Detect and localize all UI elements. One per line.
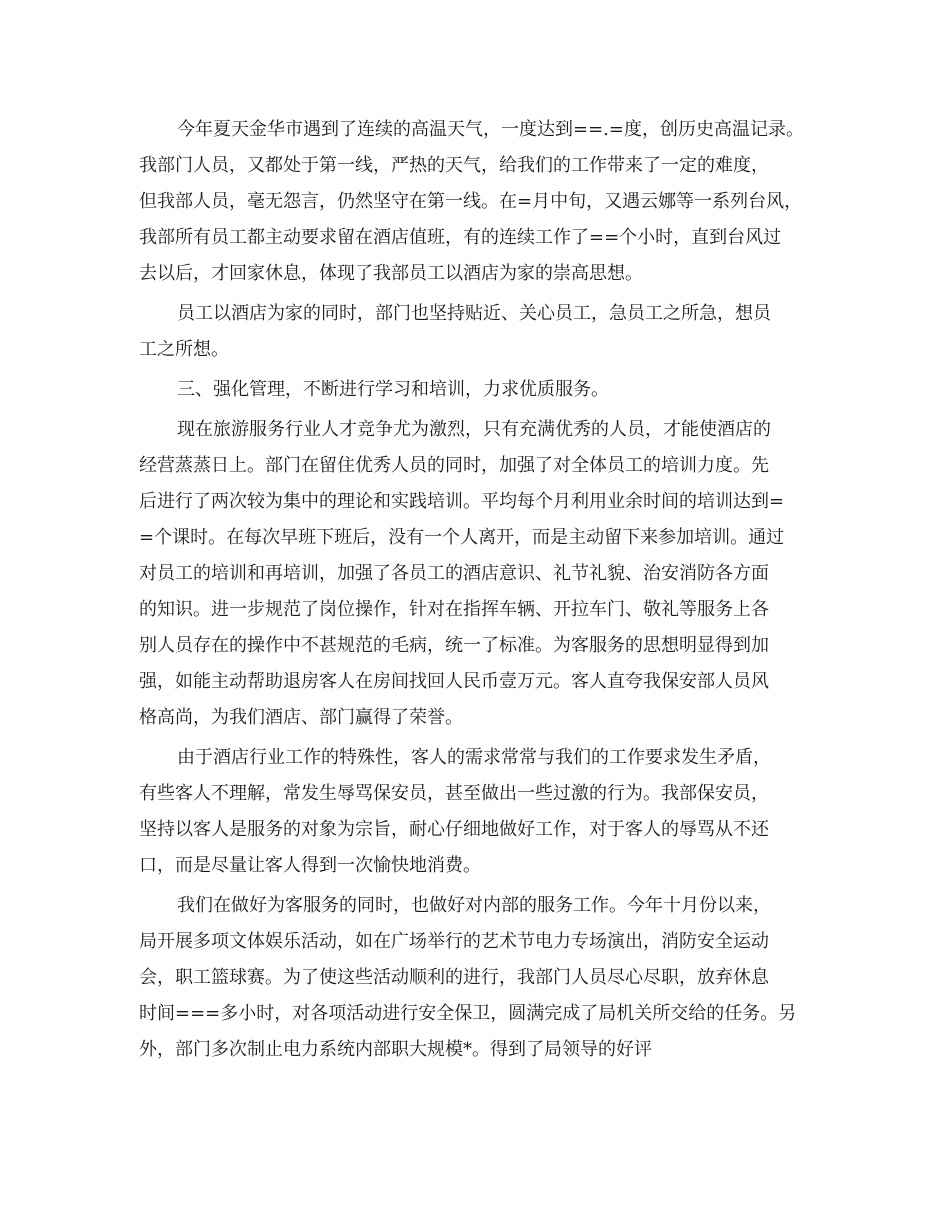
- paragraph: [139, 372, 819, 408]
- text-line: 今年夏天金华市遇到了连续的高温天气，一度达到==.=度，创历史高温记录。: [177, 119, 804, 140]
- text-line: 我们在做好为客服务的同时，也做好对内部的服务工作。今年十月份以来，: [177, 895, 771, 916]
- text-line: 坚持以客人是服务的对象为宗旨，耐心仔细地做好工作，对于客人的辱骂从不还: [139, 819, 769, 840]
- text-line: 三、强化管理，不断进行学习和培训，力求优质服务。: [177, 379, 609, 400]
- paragraph: [139, 296, 819, 368]
- document-body: [139, 112, 819, 1068]
- text-line: 口，而是尽量让客人得到一次愉快地消费。: [139, 855, 481, 876]
- text-line: 经营蒸蒸日上。部门在留住优秀人员的同时，加强了对全体员工的培训力度。先: [139, 455, 769, 476]
- text-line: 但我部人员，毫无怨言，仍然坚守在第一线。在=月中旬，又遇云娜等一系列台风，: [139, 191, 803, 212]
- text-line: =个课时。在每次早班下班后，没有一个人离开，而是主动留下来参加培训。通过: [139, 527, 785, 548]
- text-line: 局开展多项文体娱乐活动，如在广场举行的艺术节电力专场演出，消防安全运动: [139, 931, 769, 952]
- text-line: 现在旅游服务行业人才竞争尤为激烈，只有充满优秀的人员，才能使酒店的: [177, 419, 771, 440]
- text-line: 的知识。进一步规范了岗位操作，针对在指挥车辆、开拉车门、敬礼等服务上各: [139, 599, 769, 620]
- text-line: 去以后，才回家休息，体现了我部员工以酒店为家的崇高思想。: [139, 263, 643, 284]
- paragraph: [139, 112, 819, 292]
- text-line: 员工以酒店为家的同时，部门也坚持贴近、关心员工，急员工之所急，想员: [177, 303, 771, 324]
- text-line: 我部所有员工都主动要求留在酒店值班，有的连续工作了==个小时，直到台风过: [139, 227, 782, 248]
- text-line: 时间===多小时，对各项活动进行安全保卫，圆满完成了局机关所交给的任务。另: [139, 1003, 797, 1024]
- text-line: 强，如能主动帮助退房客人在房间找回人民币壹万元。客人直夸我保安部人员风: [139, 671, 769, 692]
- text-line: 外，部门多次制止电力系统内部职大规模*。得到了局领导的好评: [139, 1039, 652, 1060]
- paragraph: [139, 888, 819, 1068]
- text-line: 对员工的培训和再培训，加强了各员工的酒店意识、礼节礼貌、治安消防各方面: [139, 563, 769, 584]
- paragraph: [139, 412, 819, 736]
- paragraph: [139, 740, 819, 884]
- text-line: 格高尚，为我们酒店、部门赢得了荣誉。: [139, 707, 463, 728]
- text-line: 后进行了两次较为集中的理论和实践培训。平均每个月利用业余时间的培训达到=: [139, 491, 785, 512]
- text-line: 有些客人不理解，常发生辱骂保安员，甚至做出一些过激的行为。我部保安员，: [139, 783, 769, 804]
- text-line: 我部门人员，又都处于第一线，严热的天气，给我们的工作带来了一定的难度，: [139, 155, 769, 176]
- text-line: 会，职工篮球赛。为了使这些活动顺利的进行，我部门人员尽心尽职，放弃休息: [139, 967, 769, 988]
- text-line: 由于酒店行业工作的特殊性，客人的需求常常与我们的工作要求发生矛盾，: [177, 747, 771, 768]
- text-line: 别人员存在的操作中不甚规范的毛病，统一了标准。为客服务的思想明显得到加: [139, 635, 769, 656]
- text-line: 工之所想。: [139, 339, 229, 360]
